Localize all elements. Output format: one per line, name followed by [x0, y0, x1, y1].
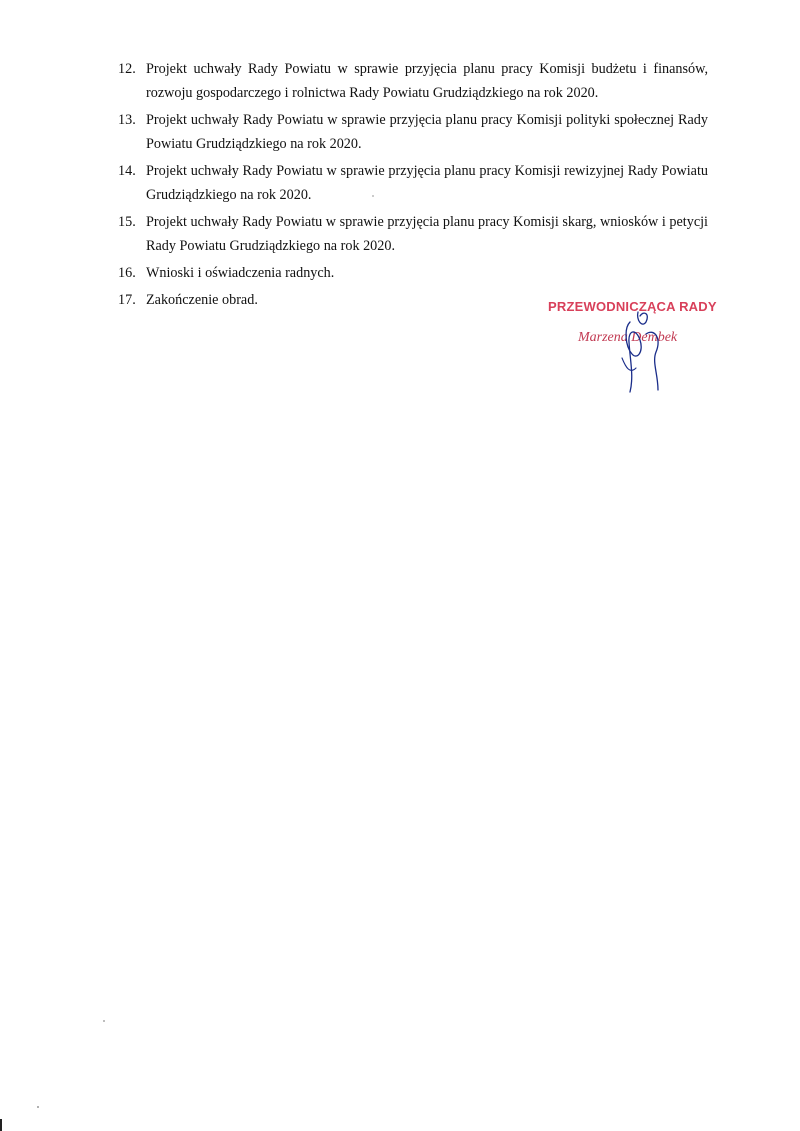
agenda-item-12	[118, 57, 708, 105]
signature-stroke	[638, 312, 648, 324]
agenda-item-14	[118, 159, 708, 207]
agenda-item-text: Projekt uchwały Rady Powiatu w sprawie przyjęcia planu pracy Komisji budżetu i finansów, rozwoju gospodarczego i rolnictwa Rady Powiatu Grudziądzkiego na rok 2020.	[146, 61, 708, 101]
agenda-item-13	[118, 108, 708, 156]
agenda-item-text: Projekt uchwały Rady Powiatu w sprawie przyjęcia planu pracy Komisji rewizyjnej Rady Powiatu Grudziądzkiego na rok 2020.	[146, 163, 708, 203]
scan-speck	[372, 195, 374, 197]
agenda-item-number: 13.	[118, 112, 136, 128]
signature-stroke	[646, 332, 658, 390]
signature-stroke	[622, 358, 636, 370]
agenda-item-15	[118, 210, 708, 258]
agenda-item-text: Projekt uchwały Rady Powiatu w sprawie przyjęcia planu pracy Komisji skarg, wniosków i petycji Rady Powiatu Grudziądzkiego na rok 2020.	[146, 214, 708, 254]
agenda-item-number: 17.	[118, 292, 136, 308]
stamp-title: PRZEWODNICZĄCA RADY	[548, 299, 717, 314]
scan-speck	[103, 1020, 105, 1022]
agenda-item-text: Wnioski i oświadczenia radnych.	[146, 265, 335, 281]
agenda-item-text: Projekt uchwały Rady Powiatu w sprawie przyjęcia planu pracy Komisji polityki społecznej Rady Powiatu Grudziądzkiego na rok 2020.	[146, 112, 708, 152]
stamp-name: Marzena Dembek	[578, 330, 678, 345]
scan-edge-mark	[0, 1119, 2, 1131]
agenda-item-number: 14.	[118, 163, 136, 179]
agenda-item-text: Zakończenie obrad.	[146, 292, 258, 308]
scan-speck	[37, 1106, 39, 1108]
agenda-item-number: 12.	[118, 61, 136, 77]
agenda-list	[118, 57, 708, 315]
agenda-item-16	[118, 261, 708, 285]
handwritten-signature	[600, 298, 680, 398]
agenda-item-number: 16.	[118, 265, 136, 281]
signature-stroke	[626, 322, 641, 392]
agenda-item-number: 15.	[118, 214, 136, 230]
